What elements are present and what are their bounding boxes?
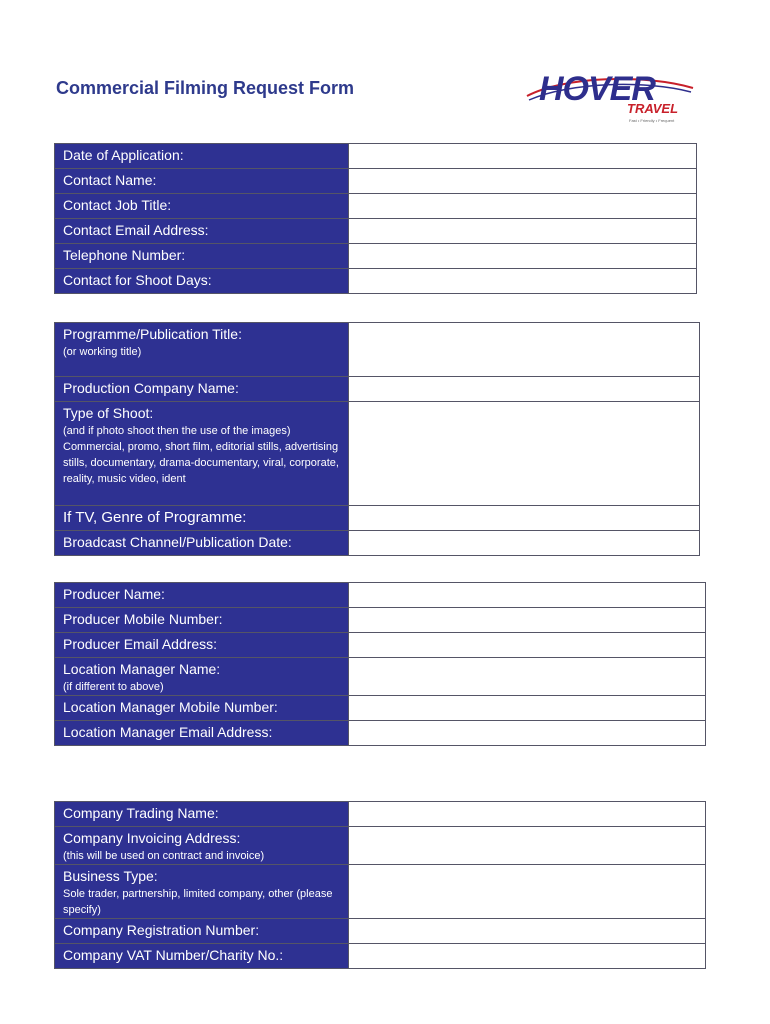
hover-travel-logo (525, 70, 695, 130)
table-row (55, 633, 706, 658)
location-manager-mobile-field[interactable] (348, 696, 705, 721)
table-row (55, 865, 706, 919)
contact-shoot-days-field[interactable] (348, 269, 696, 294)
field-label: Location Manager Mobile Number: (55, 696, 349, 721)
contact-section (54, 143, 697, 294)
field-label: Company Registration Number: (55, 919, 349, 944)
broadcast-channel-field[interactable] (348, 531, 699, 556)
form-title: Commercial Filming Request Form (56, 78, 355, 98)
table-row (55, 244, 697, 269)
field-label: Company Invoicing Address: (this will be used on contract and invoice) (55, 827, 349, 865)
contact-job-title-field[interactable] (348, 194, 696, 219)
table-row (55, 194, 697, 219)
logo-brand: HOVER (539, 70, 655, 108)
company-trading-name-field[interactable] (348, 802, 705, 827)
field-label: Contact Email Address: (55, 219, 349, 244)
logo-sub: TRAVEL (627, 101, 679, 116)
field-label: Producer Mobile Number: (55, 608, 349, 633)
producer-mobile-field[interactable] (348, 608, 705, 633)
field-label: Location Manager Name: (if different to above) (55, 658, 349, 696)
field-label: Date of Application: (55, 144, 349, 169)
genre-field[interactable] (348, 506, 699, 531)
field-label: Company VAT Number/Charity No.: (55, 944, 349, 969)
table-row (55, 658, 706, 696)
contact-name-field[interactable] (348, 169, 696, 194)
table-row (55, 219, 697, 244)
company-vat-field[interactable] (348, 944, 705, 969)
location-manager-email-field[interactable] (348, 721, 705, 746)
production-section (54, 322, 700, 556)
table-row (55, 531, 700, 556)
date-of-application-field[interactable] (348, 144, 696, 169)
table-row (55, 919, 706, 944)
table-row (55, 169, 697, 194)
company-registration-field[interactable] (348, 919, 705, 944)
table-row (55, 144, 697, 169)
field-label: Producer Name: (55, 583, 349, 608)
table-row (55, 402, 700, 506)
table-row (55, 802, 706, 827)
producer-section (54, 582, 706, 746)
field-label: Type of Shoot: (and if photo shoot then the use of the images) Commercial, promo, short film, editorial stills, advertising stills, documentary, drama-documentary, viral, corporate, reality, music video, ident (55, 402, 349, 506)
logo-tagline: Fast • Friendly • Frequent (629, 118, 675, 123)
field-label: If TV, Genre of Programme: (55, 506, 349, 531)
table-row (55, 377, 700, 402)
producer-name-field[interactable] (348, 583, 705, 608)
table-row (55, 608, 706, 633)
field-label: Contact for Shoot Days: (55, 269, 349, 294)
contact-email-field[interactable] (348, 219, 696, 244)
field-label: Telephone Number: (55, 244, 349, 269)
field-label: Company Trading Name: (55, 802, 349, 827)
location-manager-name-field[interactable] (348, 658, 705, 696)
table-row (55, 506, 700, 531)
field-label: Location Manager Email Address: (55, 721, 349, 746)
field-label: Contact Name: (55, 169, 349, 194)
business-type-field[interactable] (348, 865, 705, 919)
telephone-number-field[interactable] (348, 244, 696, 269)
type-of-shoot-field[interactable] (348, 402, 699, 506)
table-row (55, 944, 706, 969)
company-section (54, 801, 706, 969)
field-label: Business Type: Sole trader, partnership, limited company, other (please specify) (55, 865, 349, 919)
field-label: Broadcast Channel/Publication Date: (55, 531, 349, 556)
table-row (55, 583, 706, 608)
company-invoicing-address-field[interactable] (348, 827, 705, 865)
table-row (55, 721, 706, 746)
programme-title-field[interactable] (348, 323, 699, 377)
field-label: Programme/Publication Title: (or working title) (55, 323, 349, 377)
field-label: Producer Email Address: (55, 633, 349, 658)
table-row (55, 827, 706, 865)
field-label: Production Company Name: (55, 377, 349, 402)
table-row (55, 696, 706, 721)
production-company-field[interactable] (348, 377, 699, 402)
table-row (55, 269, 697, 294)
field-label: Contact Job Title: (55, 194, 349, 219)
table-row (55, 323, 700, 377)
producer-email-field[interactable] (348, 633, 705, 658)
